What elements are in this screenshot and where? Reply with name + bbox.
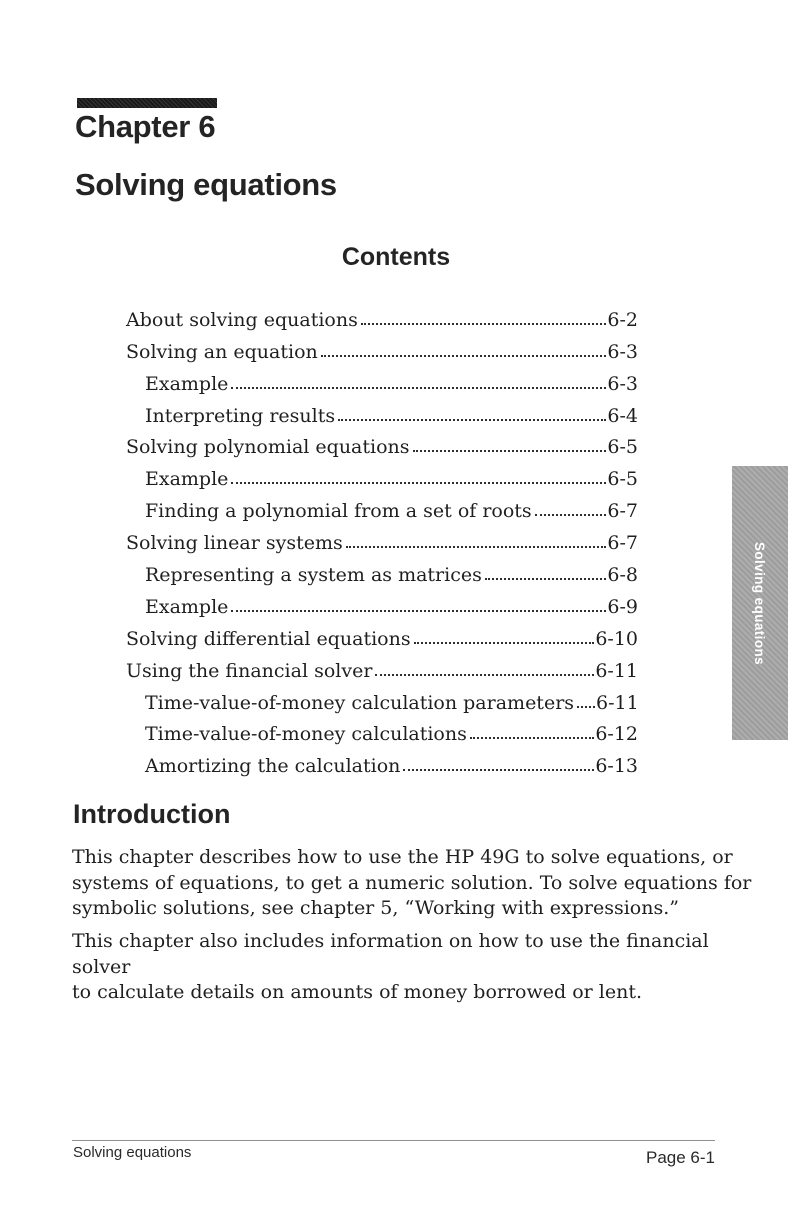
toc-entry [126,650,638,682]
toc-entry-page-number: 6-13 [595,755,638,778]
intro-paragraph-2: This chapter also includes information on how to use the financial solver to calculate details on amounts of money borrowed or lent. [72,930,709,1003]
toc-leader-dots [375,674,594,676]
toc-entry-label: Solving differential equations [126,627,411,650]
toc-entry-label: Example [145,468,229,491]
toc-entry [126,363,638,395]
toc-entry-label: Time-value-of-money calculation parameters [145,691,575,714]
table-of-contents [126,299,638,777]
toc-entry-page-number: 6-3 [607,340,638,363]
toc-entry [126,331,638,363]
toc-entry [126,458,638,490]
toc-leader-dots [361,323,607,325]
toc-entry-page-number: 6-9 [607,595,638,618]
chapter-number-heading: Chapter 6 [75,109,216,144]
chapter-rule-bar [77,98,217,108]
toc-entry [126,745,638,777]
toc-leader-dots [577,706,595,708]
footer-chapter-label: Solving equations [73,1144,192,1161]
toc-entry-page-number: 6-2 [607,308,638,331]
toc-entry-label: Solving polynomial equations [126,436,410,459]
toc-entry-page-number: 6-11 [595,659,638,682]
toc-leader-dots [321,355,607,357]
toc-entry [126,682,638,714]
side-tab-label: Solving equations [752,541,768,665]
footer-rule [72,1140,715,1141]
toc-leader-dots [231,610,606,612]
toc-entry-page-number: 6-10 [595,627,638,650]
toc-entry-page-number: 6-5 [607,468,638,491]
toc-entry-page-number: 6-11 [596,691,639,714]
toc-leader-dots [485,578,607,580]
toc-entry [126,522,638,554]
toc-entry [126,299,638,331]
toc-entry [126,586,638,618]
toc-entry-page-number: 6-8 [607,564,638,587]
toc-entry [126,427,638,459]
toc-leader-dots [403,769,594,771]
toc-entry-page-number: 6-5 [607,436,638,459]
chapter-title-heading: Solving equations [75,167,337,202]
footer-page-number: Page 6-1 [646,1148,715,1167]
toc-leader-dots [231,482,606,484]
toc-leader-dots [414,642,595,644]
toc-entry-label: Time-value-of-money calculations [145,723,467,746]
toc-entry-label: Representing a system as matrices [145,564,482,587]
intro-paragraph-1: This chapter describes how to use the HP 49G to solve equations, or systems of equations, to get a numeric solution. To solve equations for symbolic solutions, see chapter 5, “Working with expressions.” [72,846,752,919]
toc-leader-dots [535,514,607,516]
toc-entry-page-number: 6-7 [607,500,638,523]
toc-leader-dots [346,546,607,548]
chapter-side-tab [732,466,788,740]
toc-entry-page-number: 6-12 [595,723,638,746]
toc-entry-page-number: 6-7 [607,532,638,555]
toc-entry [126,554,638,586]
toc-entry-label: Using the financial solver [126,659,373,682]
toc-leader-dots [338,419,606,421]
toc-entry-label: Example [145,372,229,395]
toc-entry [126,714,638,746]
toc-entry-label: Finding a polynomial from a set of roots [145,500,532,523]
toc-entry-label: Solving linear systems [126,532,343,555]
toc-entry-label: Solving an equation [126,340,318,363]
toc-entry-label: About solving equations [126,308,358,331]
toc-entry-label: Interpreting results [145,404,336,427]
toc-entry-label: Amortizing the calculation [145,755,401,778]
toc-entry [126,395,638,427]
toc-entry-label: Example [145,595,229,618]
contents-heading: Contents [341,243,451,271]
introduction-heading: Introduction [73,799,231,829]
toc-entry [126,490,638,522]
toc-entry-page-number: 6-3 [607,372,638,395]
toc-entry-page-number: 6-4 [607,404,638,427]
toc-entry [126,618,638,650]
toc-leader-dots [470,737,594,739]
toc-leader-dots [413,450,607,452]
toc-leader-dots [231,387,606,389]
